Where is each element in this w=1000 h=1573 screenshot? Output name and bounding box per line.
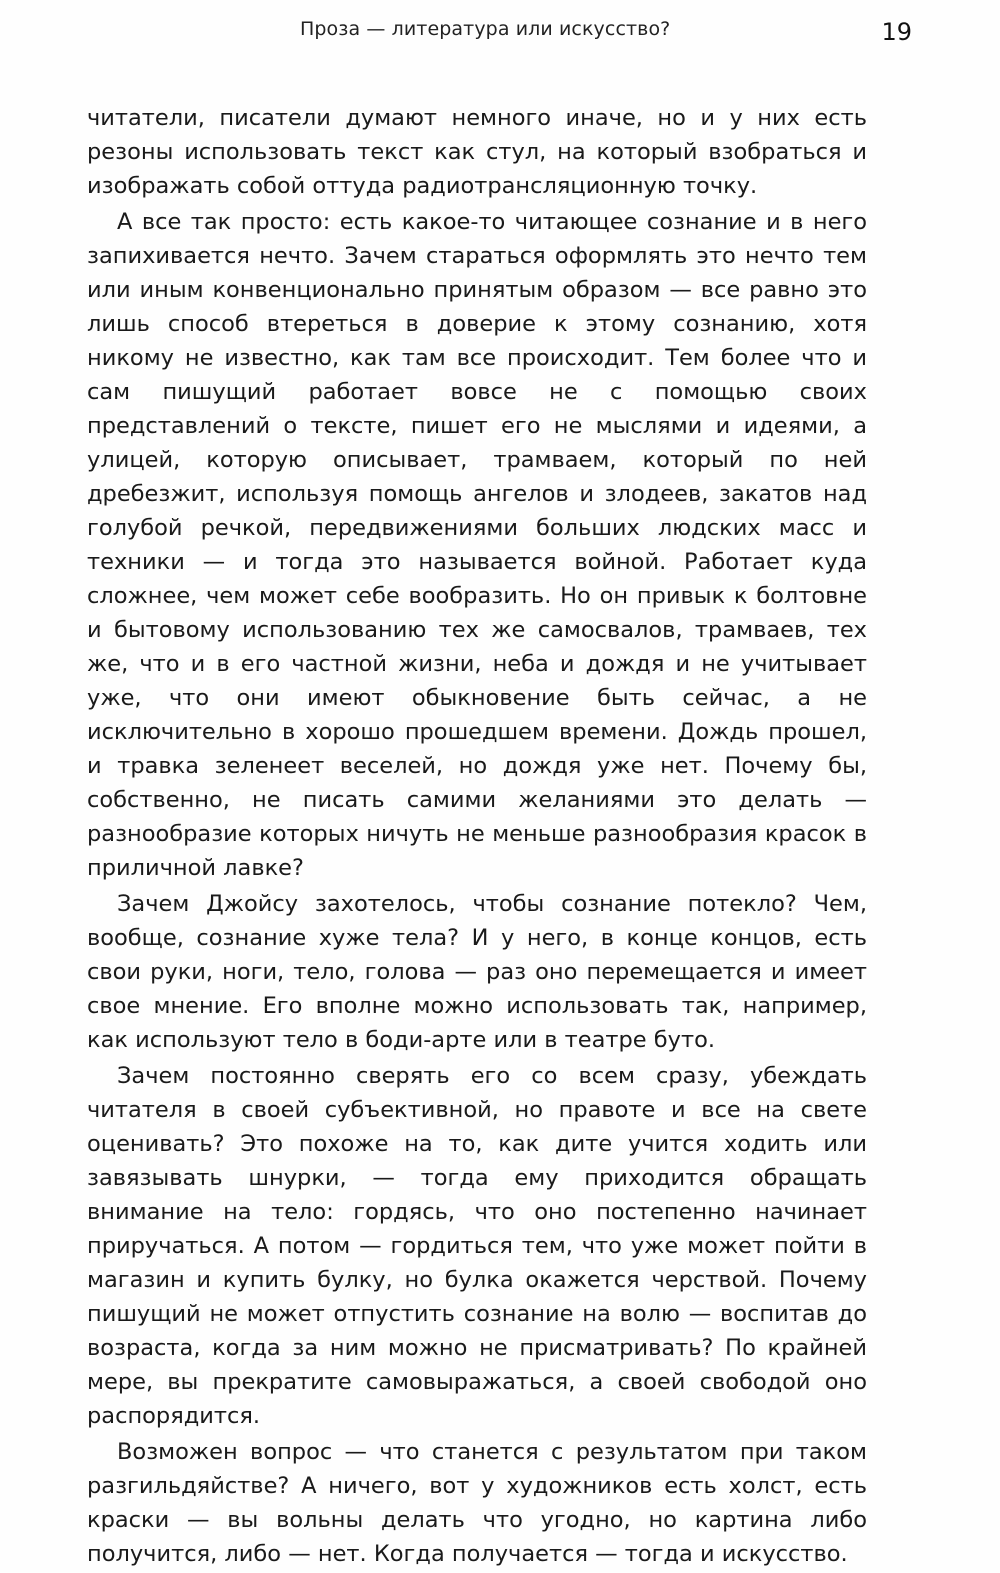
paragraph: Зачем Джойсу захотелось, чтобы сознание потекло? Чем, вообще, сознание хуже тела? И у него, в конце концов, есть свои руки, ноги, тело, голова — раз оно перемещается и имеет свое мнение. Его вполне можно использовать так, например, как используют тело в боди-арте или в театре буто. xyxy=(87,891,867,1053)
running-title: Проза — литература или искусство? xyxy=(300,18,671,40)
page-number: 19 xyxy=(881,18,912,46)
paragraph: Зачем постоянно сверять его со всем сразу, убеждать читателя в своей субъективной, но правоте и все на свете оценивать? Это похоже на то, как дите учится ходить или завязывать шнурки, — тогда ему приходится обращать внимание на тело: гордясь, что оно постепенно начинает приручаться. А потом — гордиться тем, что уже может пойти в магазин и купить булку, но булка окажется черствой. Почему пишущий не может отпустить сознание на волю — воспитав до возраста, когда за ним можно не присматривать? По крайней мере, вы прекратите самовыражаться, а своей свободой оно распорядится. xyxy=(87,1063,867,1429)
paragraph: Возможен вопрос — что станется с результатом при таком разгильдяйстве? А ничего, вот у художников есть холст, есть краски — вы вольны делать что угодно, но картина либо получится, либо — нет. Когда получается — тогда и искусство. xyxy=(87,1439,867,1567)
paragraph: читатели, писатели думают немного иначе, но и у них есть резоны использовать текст как стул, на который взобраться и изображать собой оттуда радиотрансляционную точку. xyxy=(87,105,867,199)
paragraph: А все так просто: есть какое-то читающее сознание и в него запихивается нечто. Зачем стараться оформлять это нечто тем или иным конвенционально принятым образом — все равно это лишь способ втереться в доверие к этому сознанию, хотя никому не известно, как там все происходит. Тем более что и сам пишущий работает вовсе не с помощью своих представлений о тексте, пишет его не мыслями и идеями, а улицей, которую описывает, трамваем, который по ней дребезжит, используя помощь ангелов и злодеев, закатов над голубой речкой, передвижениями больших людских масс и техники — и тогда это называется войной. Работает куда сложнее, чем может себе вообразить. Но он привык к болтовне и бытовому использованию тех же самосвалов, трамваев, тех же, что и в его частной жизни, неба и дождя и не учитывает уже, что они имеют обыкновение быть сейчас, а не исключительно в хорошо прошедшем времени. Дождь прошел, и травка зеленеет веселей, но дождя уже нет. Почему бы, собственно, не писать самими желаниями это делать — разнообразие которых ничуть не меньше разнообразия красок в приличной лавке? xyxy=(87,209,867,881)
body-text xyxy=(87,101,867,1573)
